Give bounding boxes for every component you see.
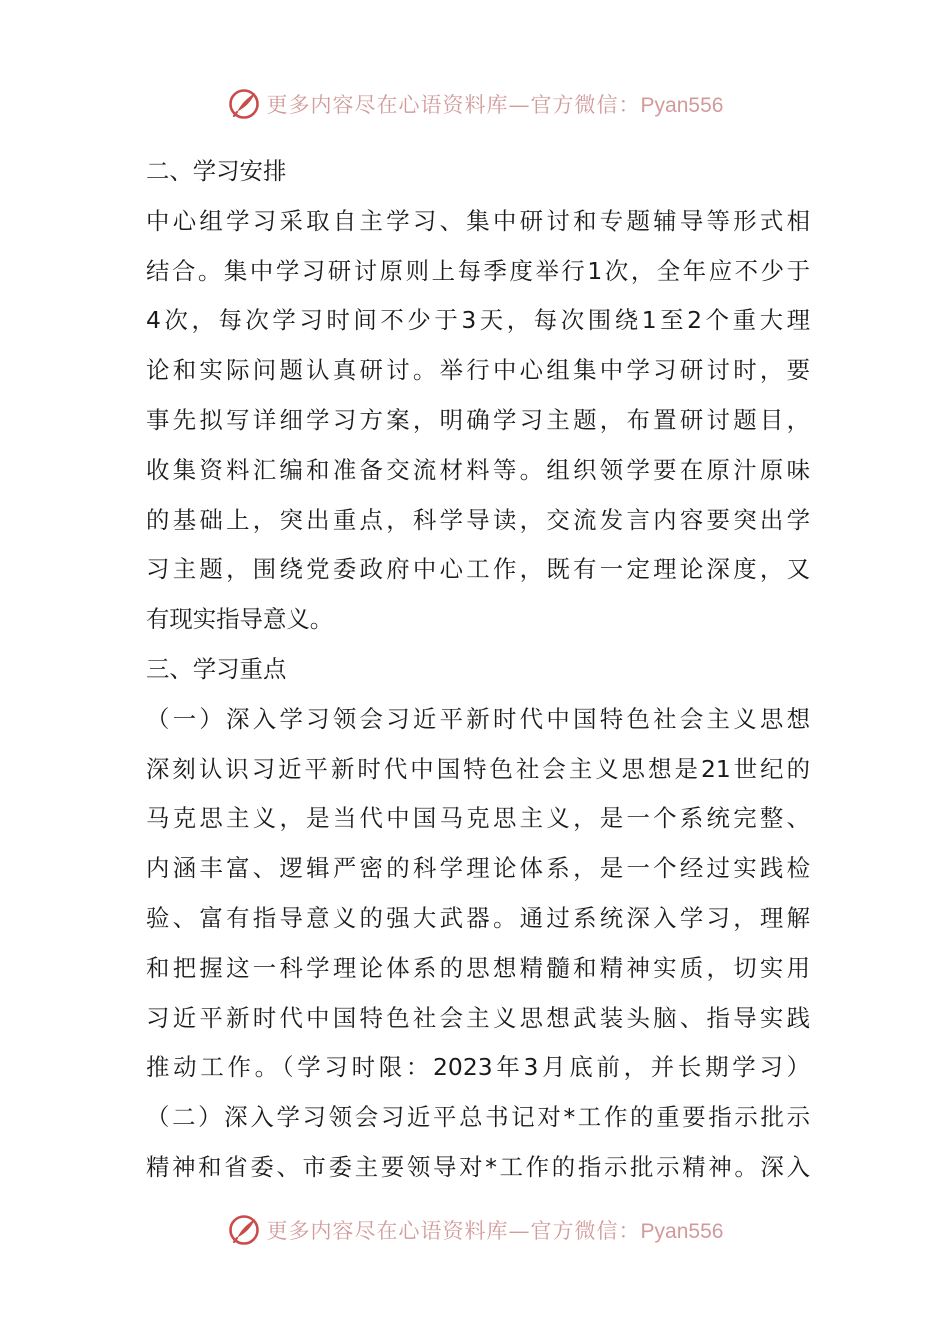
quill-logo-icon <box>227 87 261 121</box>
text-line: 马克思主义，是当代中国马克思主义，是一个系统完整、 <box>146 804 810 833</box>
text-line: 收集资料汇编和准备交流材料等。组织领学要在原汁原味 <box>146 455 810 484</box>
text-line: 深刻认识习近平新时代中国特色社会主义思想是21世纪的 <box>146 754 810 783</box>
text-line: 二、学习安排 <box>146 157 287 185</box>
text-line: （一）深入学习领会习近平新时代中国特色社会主义思想 <box>146 704 810 733</box>
text-line: 三、学习重点 <box>146 654 287 683</box>
text-line: 论和实际问题认真研讨。举行中心组集中学习研讨时，要 <box>146 356 810 385</box>
watermark-text: 更多内容尽在心语资料库—官方微信：Pyan556 <box>266 1219 724 1243</box>
text-line: 习近平新时代中国特色社会主义思想武装头脑、指导实践 <box>146 1003 810 1032</box>
document-body <box>146 147 810 1193</box>
text-line: 结合。集中学习研讨原则上每季度举行1次，全年应不少于 <box>146 256 810 285</box>
text-line: 推动工作。（学习时限：2023年3月底前，并长期学习） <box>146 1053 810 1082</box>
text-line: 4次，每次学习时间不少于3天，每次围绕1至2个重大理 <box>146 306 810 335</box>
watermark-text: 更多内容尽在心语资料库—官方微信：Pyan556 <box>266 93 724 117</box>
text-line: 和把握这一科学理论体系的思想精髓和精神实质，切实用 <box>146 953 810 982</box>
text-line: 的基础上，突出重点，科学导读，交流发言内容要突出学 <box>146 505 810 534</box>
text-line: 精神和省委、市委主要领导对*工作的指示批示精神。深入 <box>146 1152 810 1181</box>
text-line: 有现实指导意义。 <box>146 605 334 634</box>
text-line: 习主题，围绕党委政府中心工作，既有一定理论深度，又 <box>146 555 810 584</box>
quill-logo-icon <box>227 1213 261 1247</box>
watermark-footer <box>0 1210 950 1250</box>
watermark-header <box>0 84 950 124</box>
text-line: 事先拟写详细学习方案，明确学习主题，布置研讨题目， <box>146 405 810 434</box>
text-line: 中心组学习采取自主学习、集中研讨和专题辅导等形式相 <box>146 206 810 235</box>
text-line: 内涵丰富、逻辑严密的科学理论体系，是一个经过实践检 <box>146 854 810 883</box>
text-line: （二）深入学习领会习近平总书记对*工作的重要指示批示 <box>146 1103 810 1132</box>
text-line: 验、富有指导意义的强大武器。通过系统深入学习，理解 <box>146 903 810 932</box>
